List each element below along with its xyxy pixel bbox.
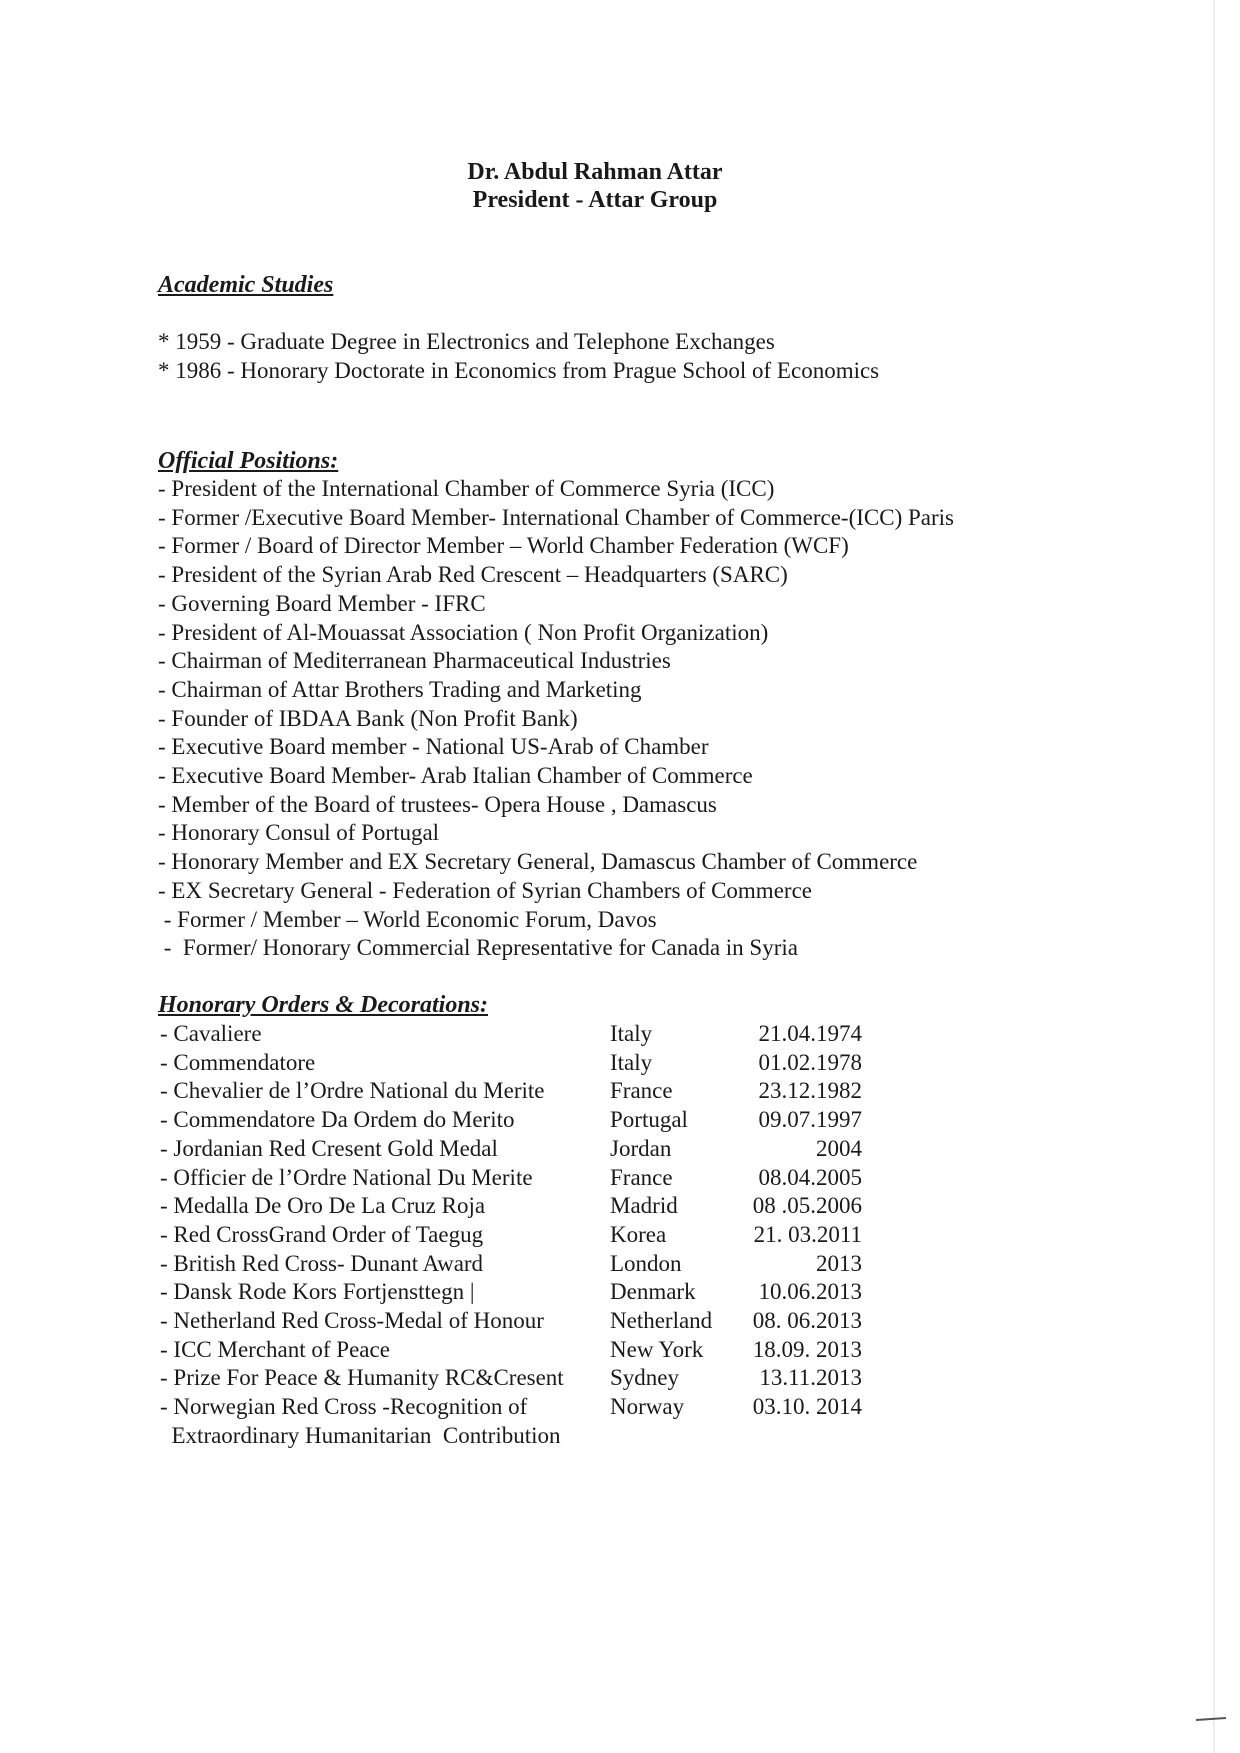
person-title: President - Attar Group <box>472 187 718 213</box>
honor-row <box>160 1077 862 1106</box>
position-item: - Executive Board member - National US-Arab of Chamber <box>158 734 709 760</box>
honor-name: - ICC Merchant of Peace <box>160 1336 390 1362</box>
honor-name: - Commendatore <box>160 1049 316 1075</box>
position-item: - Member of the Board of trustees- Opera House , Damascus <box>158 791 717 817</box>
position-item: - EX Secretary General - Federation of Syrian Chambers of Commerce <box>158 877 812 903</box>
document-header <box>0 158 1190 214</box>
honor-row <box>160 1192 862 1221</box>
honor-date: 03.10. 2014 <box>752 1394 862 1420</box>
honor-date: 21. 03.2011 <box>753 1221 862 1247</box>
honor-date: 01.02.1978 <box>758 1049 862 1075</box>
scan-mark <box>1196 1717 1226 1721</box>
honor-name: - Chevalier de l’Ordre National du Merite <box>160 1078 545 1104</box>
honor-row <box>160 1364 862 1393</box>
position-item: - Former /Executive Board Member- International Chamber of Commerce-(ICC) Paris <box>158 504 954 530</box>
academic-heading: Academic Studies <box>158 272 334 298</box>
honor-date: 23.12.1982 <box>758 1078 862 1104</box>
honor-row <box>160 1221 862 1250</box>
honor-row <box>160 1020 862 1049</box>
honor-name: - Jordanian Red Cresent Gold Medal <box>160 1135 498 1161</box>
academic-item: * 1986 - Honorary Doctorate in Economics from Prague School of Economics <box>158 357 880 383</box>
honor-date: 08. 06.2013 <box>752 1308 862 1334</box>
honor-row <box>160 1336 862 1365</box>
position-item: - President of the Syrian Arab Red Crescent – Headquarters (SARC) <box>158 562 788 588</box>
honor-date: 09.07.1997 <box>758 1107 862 1133</box>
honor-place: Italy <box>610 1021 653 1046</box>
honor-date: 2004 <box>816 1135 862 1161</box>
honor-date: 10.06.2013 <box>758 1279 862 1305</box>
positions-list <box>158 475 954 963</box>
honor-date: 18.09. 2013 <box>752 1336 862 1362</box>
honor-date: 2013 <box>816 1250 862 1276</box>
honor-name: - British Red Cross- Dunant Award <box>160 1250 484 1276</box>
honor-place: Korea <box>610 1221 667 1247</box>
honor-place: Netherland <box>610 1308 713 1334</box>
honor-name: - Cavaliere <box>160 1021 262 1046</box>
honor-row <box>160 1307 862 1336</box>
honor-place: Madrid <box>610 1193 678 1219</box>
honor-place: Italy <box>610 1049 653 1075</box>
position-item: - Former / Board of Director Member – World Chamber Federation (WCF) <box>158 533 849 559</box>
honor-name: - Netherland Red Cross-Medal of Honour <box>160 1308 544 1334</box>
honor-place: London <box>610 1250 682 1276</box>
honor-row <box>160 1135 862 1164</box>
honor-name: - Medalla De Oro De La Cruz Roja <box>160 1193 486 1219</box>
position-item: - Governing Board Member - IFRC <box>158 590 486 616</box>
position-item: - Chairman of Attar Brothers Trading and Marketing <box>158 676 642 702</box>
honor-place: Denmark <box>610 1279 696 1305</box>
honor-place: Jordan <box>610 1135 672 1161</box>
honor-row <box>160 1049 862 1078</box>
honor-name: - Prize For Peace & Humanity RC&Cresent <box>160 1365 564 1391</box>
position-item: - President of Al-Mouassat Association ( Non Profit Organization) <box>158 619 769 645</box>
person-name: Dr. Abdul Rahman Attar <box>467 159 723 185</box>
position-item: - Former/ Honorary Commercial Representative for Canada in Syria <box>158 935 798 961</box>
position-item: - Founder of IBDAA Bank (Non Profit Bank) <box>158 705 578 731</box>
honor-place: Portugal <box>610 1107 688 1133</box>
honors-table <box>160 1020 862 1451</box>
honor-name: - Officier de l’Ordre National Du Merite <box>160 1164 533 1190</box>
positions-heading: Official Positions: <box>158 448 339 474</box>
honor-place: France <box>610 1078 673 1104</box>
honors-heading: Honorary Orders & Decorations: <box>158 992 489 1018</box>
honor-name: - Norwegian Red Cross -Recognition of Extraordinary Humanitarian Contribution <box>160 1394 561 1448</box>
honor-name: - Red CrossGrand Order of Taegug <box>160 1221 484 1247</box>
honor-place: Sydney <box>610 1365 679 1391</box>
honor-place: New York <box>610 1336 704 1362</box>
position-item: - Former / Member – World Economic Forum, Davos <box>158 906 657 932</box>
honor-place: Norway <box>610 1394 685 1420</box>
academic-list <box>158 328 879 385</box>
honor-date: 13.11.2013 <box>759 1365 862 1391</box>
position-item: - Honorary Member and EX Secretary General, Damascus Chamber of Commerce <box>158 849 918 875</box>
honor-row <box>160 1250 862 1279</box>
honor-date: 08.04.2005 <box>758 1164 862 1190</box>
honor-date: 21.04.1974 <box>758 1021 862 1046</box>
academic-item: * 1959 - Graduate Degree in Electronics and Telephone Exchanges <box>158 329 775 354</box>
position-item: - Executive Board Member- Arab Italian Chamber of Commerce <box>158 763 753 789</box>
honor-date: 08 .05.2006 <box>752 1193 862 1219</box>
honor-place: France <box>610 1164 673 1190</box>
position-item: - President of the International Chamber of Commerce Syria (ICC) <box>158 476 775 501</box>
honor-row <box>160 1393 862 1450</box>
honor-name: - Commendatore Da Ordem do Merito <box>160 1107 515 1133</box>
page-edge <box>1213 0 1215 1753</box>
honor-row <box>160 1164 862 1193</box>
honor-row <box>160 1106 862 1135</box>
position-item: - Chairman of Mediterranean Pharmaceutical Industries <box>158 648 671 674</box>
honor-name: - Dansk Rode Kors Fortjensttegn | <box>160 1279 475 1305</box>
honor-row <box>160 1278 862 1307</box>
position-item: - Honorary Consul of Portugal <box>158 820 440 846</box>
